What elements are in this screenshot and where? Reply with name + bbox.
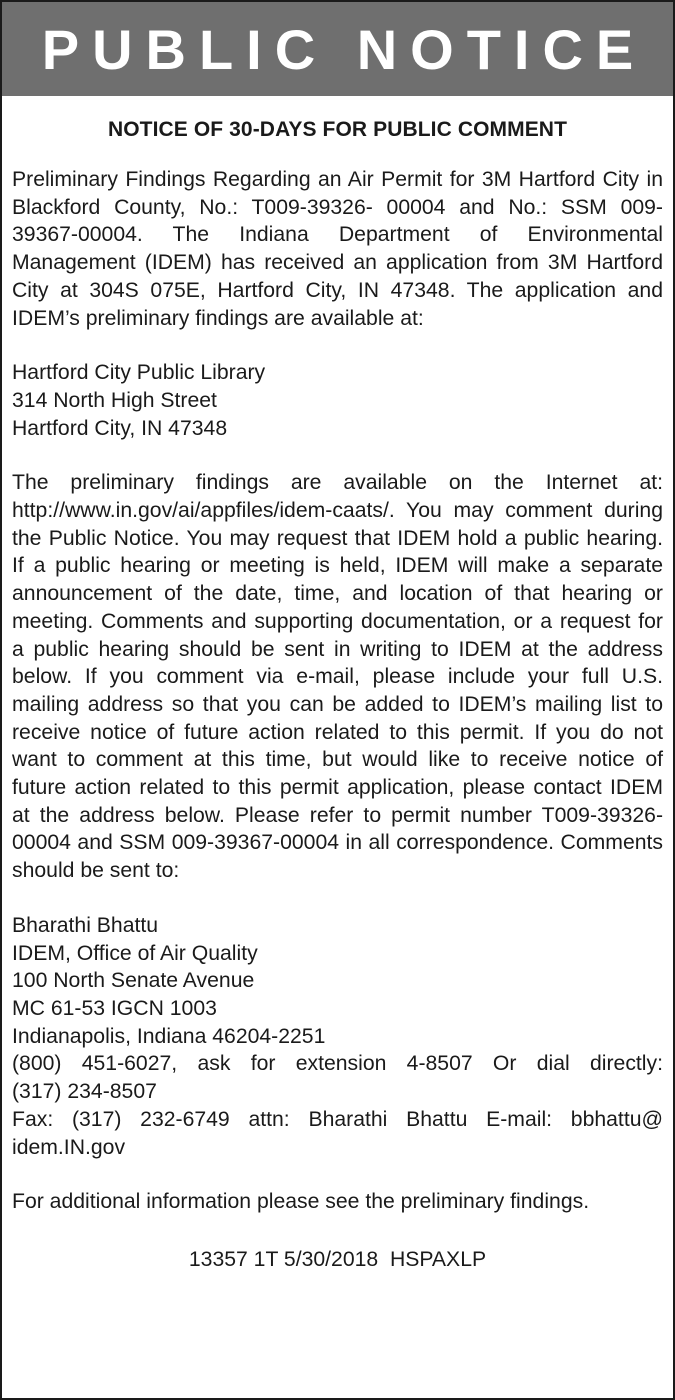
- banner-title: PUBLIC NOTICE: [41, 17, 647, 81]
- notice-banner: [2, 2, 673, 96]
- contact-mail-code: MC 61-53 IGCN 1003: [12, 996, 217, 1020]
- library-city: Hartford City, IN 47348: [12, 416, 228, 440]
- contact-name: Bharathi Bhattu: [12, 913, 159, 937]
- contact-city: Indianapolis, Indiana 46204-2251: [12, 1024, 326, 1048]
- contact-direct-phone: (317) 234-8507: [12, 1080, 157, 1104]
- library-address: [12, 359, 663, 442]
- notice-heading: NOTICE OF 30-DAYS FOR PUBLIC COMMENT: [107, 118, 568, 141]
- contact-office: IDEM, Office of Air Quality: [12, 941, 258, 965]
- library-street: 314 North High Street: [12, 388, 217, 412]
- contact-email-domain: idem.IN.gov: [12, 1135, 126, 1159]
- publication-code: 13357 1T 5/30/2018 HSPAXLP: [188, 1247, 487, 1271]
- contact-street: 100 North Senate Avenue: [12, 969, 255, 993]
- library-name: Hartford City Public Library: [12, 361, 266, 385]
- contact-phone-line: (800) 451-6027, ask for extension 4-8507 Or dial directly:: [12, 1052, 663, 1076]
- closing-paragraph: For additional information please see the preliminary findings.: [12, 1190, 590, 1214]
- intro-paragraph: Preliminary Findings Regarding an Air Permit for 3M Hartford City in Blackford County, No.: T009-39326- 00004 and No.: SSM 009-39367-00004. The Indiana Department of Environmental Management (IDEM) has received an application from 3M Hartford City at 304S 075E, Hartford City, IN 47348. The application and IDEM’s preliminary findings are available at:: [12, 168, 663, 330]
- details-paragraph: The preliminary findings are available on the Internet at: http://www.in.gov/ai/appfiles/idem-caats/. You may comment during the Public Notice. You may request that IDEM hold a public hearing. If a public hearing or meeting is held, IDEM will make a separate announcement of the date, time, and location of that hearing or meeting. Comments and supporting documentation, or a request for a public hearing should be sent in writing to IDEM at the address below. If you comment via e-mail, please include your full U.S. mailing address so that you can be added to IDEM’s mailing list to receive notice of future action related to this permit. If you do not want to comment at this time, but would like to receive notice of future action related to this permit application, please contact IDEM at the address below. Please refer to permit number T009-39326-00004 and SSM 009-39367-00004 in all correspondence. Comments should be sent to:: [12, 471, 663, 883]
- contact-address: [12, 912, 663, 1161]
- notice-body: [2, 96, 673, 1274]
- contact-fax-email-line: Fax: (317) 232-6749 attn: Bharathi Bhattu E-mail: bbhattu@: [12, 1107, 663, 1131]
